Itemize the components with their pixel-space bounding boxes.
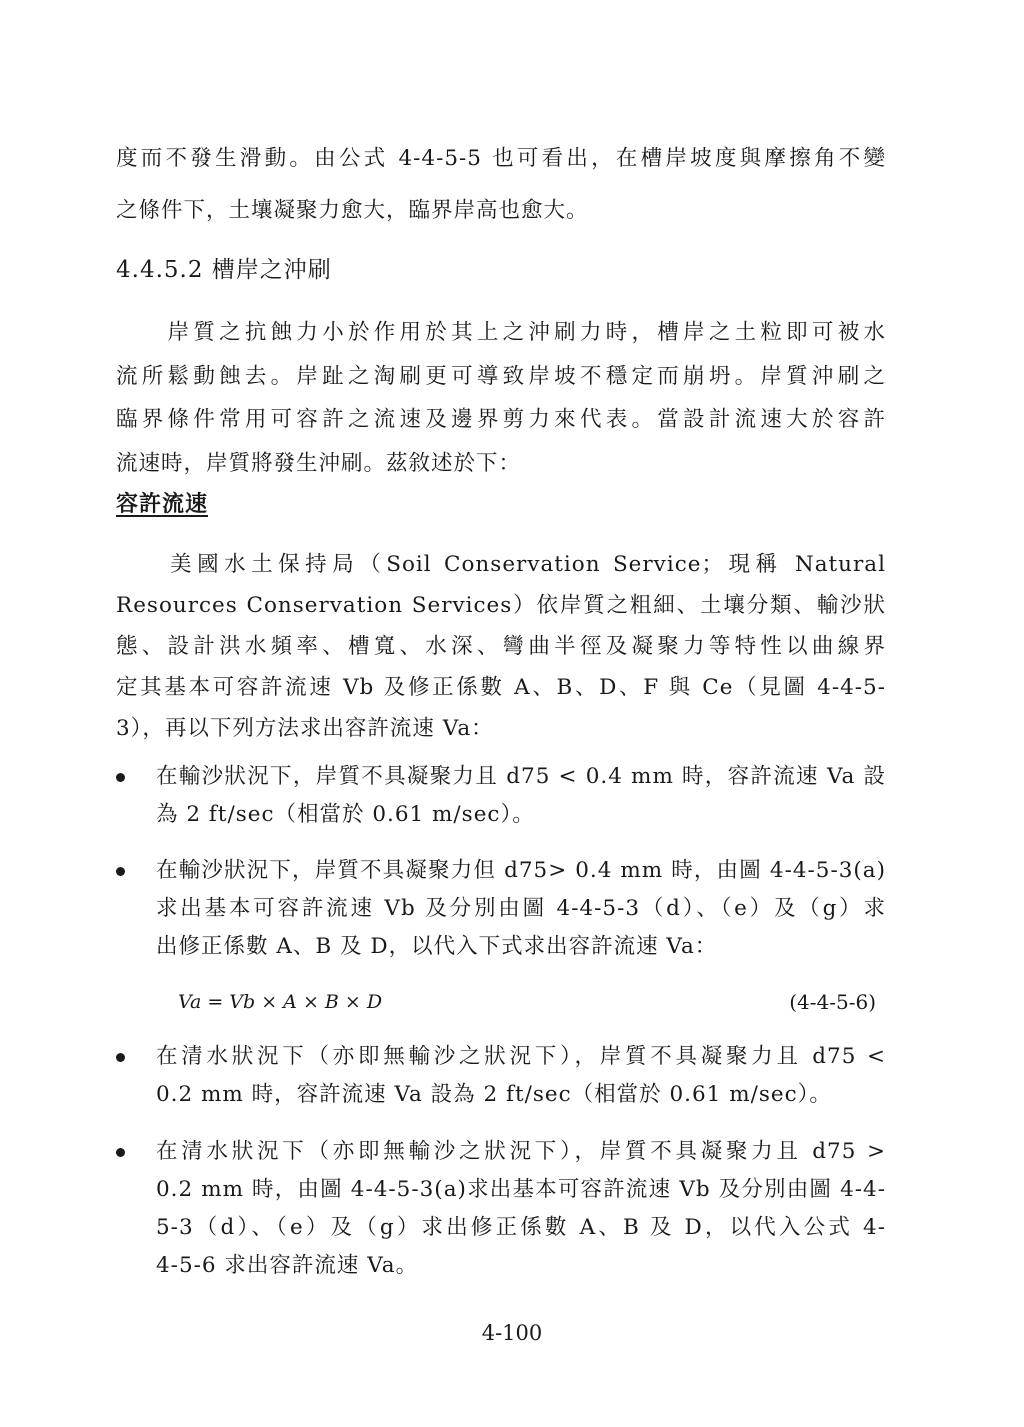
bullet-text bbox=[156, 852, 886, 966]
intro-line-2: 之條件下，土壤凝聚力愈大，臨界岸高也愈大。 bbox=[116, 198, 589, 223]
bullet-4-line-2: 0.2 mm 時，由圖 4-4-5-3(a)求出基本可容許流速 Vb 及分別由圖 4-4- bbox=[156, 1177, 886, 1202]
page-number: 4-100 bbox=[481, 1321, 543, 1345]
bullet-4-line-1: 在清水狀況下（亦即無輸沙之狀況下），岸質不具凝聚力且 d75 > bbox=[156, 1139, 886, 1164]
bullet-3-line-2: 0.2 mm 時，容許流速 Va 設為 2 ft/sec（相當於 0.61 m/sec）。 bbox=[156, 1082, 832, 1107]
section-heading: 4.4.5.2 槽岸之沖刷 bbox=[116, 257, 332, 283]
subsection-para-line-1: 美國水土保持局（Soil Conservation Service；現稱 Natural bbox=[116, 552, 886, 577]
bullet-dot bbox=[116, 773, 125, 782]
section-para-line-3: 臨界條件常用可容許之流速及邊界剪力來代表。當設計流速大於容許 bbox=[116, 407, 886, 432]
subsection-para-line-5: 3），再以下列方法求出容許流速 Va： bbox=[116, 716, 494, 741]
bullet-2-line-3: 出修正係數 A、B 及 D，以代入下式求出容許流速 Va： bbox=[156, 934, 718, 959]
section-paragraph bbox=[116, 311, 886, 485]
bullet-1-line-2: 為 2 ft/sec（相當於 0.61 m/sec）。 bbox=[156, 802, 535, 827]
equation: Va = Vb × A × B × D bbox=[178, 991, 383, 1013]
subsection-heading: 容許流速 bbox=[116, 491, 209, 517]
intro-paragraph bbox=[116, 140, 886, 229]
bullet-2-line-2: 求出基本可容許流速 Vb 及分別由圖 4-4-5-3（d）、（e）及（g）求 bbox=[156, 896, 886, 921]
bullet-text bbox=[156, 1038, 886, 1114]
bullet-text bbox=[156, 758, 886, 834]
bullet-4-line-3: 5-3（d）、（e）及（g）求出修正係數 A、B 及 D，以代入公式 4- bbox=[156, 1215, 886, 1240]
section-para-line-1: 岸質之抗蝕力小於作用於其上之沖刷力時，槽岸之土粒即可被水 bbox=[116, 320, 886, 345]
intro-line-1: 度而不發生滑動。由公式 4-4-5-5 也可看出，在槽岸坡度與摩擦角不變 bbox=[116, 146, 886, 171]
subsection-para-line-2: Resources Conservation Services）依岸質之粗細、土壤分類、輸沙狀 bbox=[116, 593, 886, 618]
equation-number: (4-4-5-6) bbox=[789, 990, 876, 1014]
bullet-4-line-4: 4-5-6 求出容許流速 Va。 bbox=[156, 1253, 419, 1278]
subsection-para-line-4: 定其基本可容許流速 Vb 及修正係數 A、B、D、F 與 Ce（見圖 4-4-5- bbox=[116, 675, 886, 700]
section-para-line-2: 流所鬆動蝕去。岸趾之淘刷更可導致岸坡不穩定而崩坍。岸質沖刷之 bbox=[116, 363, 886, 389]
bullet-dot bbox=[116, 867, 125, 876]
bullet-2-line-1: 在輸沙狀況下，岸質不具凝聚力但 d75> 0.4 mm 時，由圖 4-4-5-3(a) bbox=[156, 858, 886, 883]
subsection-paragraph bbox=[116, 544, 886, 749]
bullet-3-line-1: 在清水狀況下（亦即無輸沙之狀況下），岸質不具凝聚力且 d75 < bbox=[156, 1044, 886, 1069]
section-para-line-4: 流速時，岸質將發生沖刷。茲敘述於下： bbox=[116, 450, 522, 476]
bullet-dot bbox=[116, 1053, 125, 1062]
bullet-1-line-1: 在輸沙狀況下，岸質不具凝聚力且 d75 < 0.4 mm 時，容許流速 Va 設 bbox=[156, 764, 886, 789]
bullet-text bbox=[156, 1133, 886, 1285]
subsection-para-line-3: 態、設計洪水頻率、槽寬、水深、彎曲半徑及凝聚力等特性以曲線界 bbox=[116, 634, 886, 659]
bullet-dot bbox=[116, 1148, 125, 1157]
